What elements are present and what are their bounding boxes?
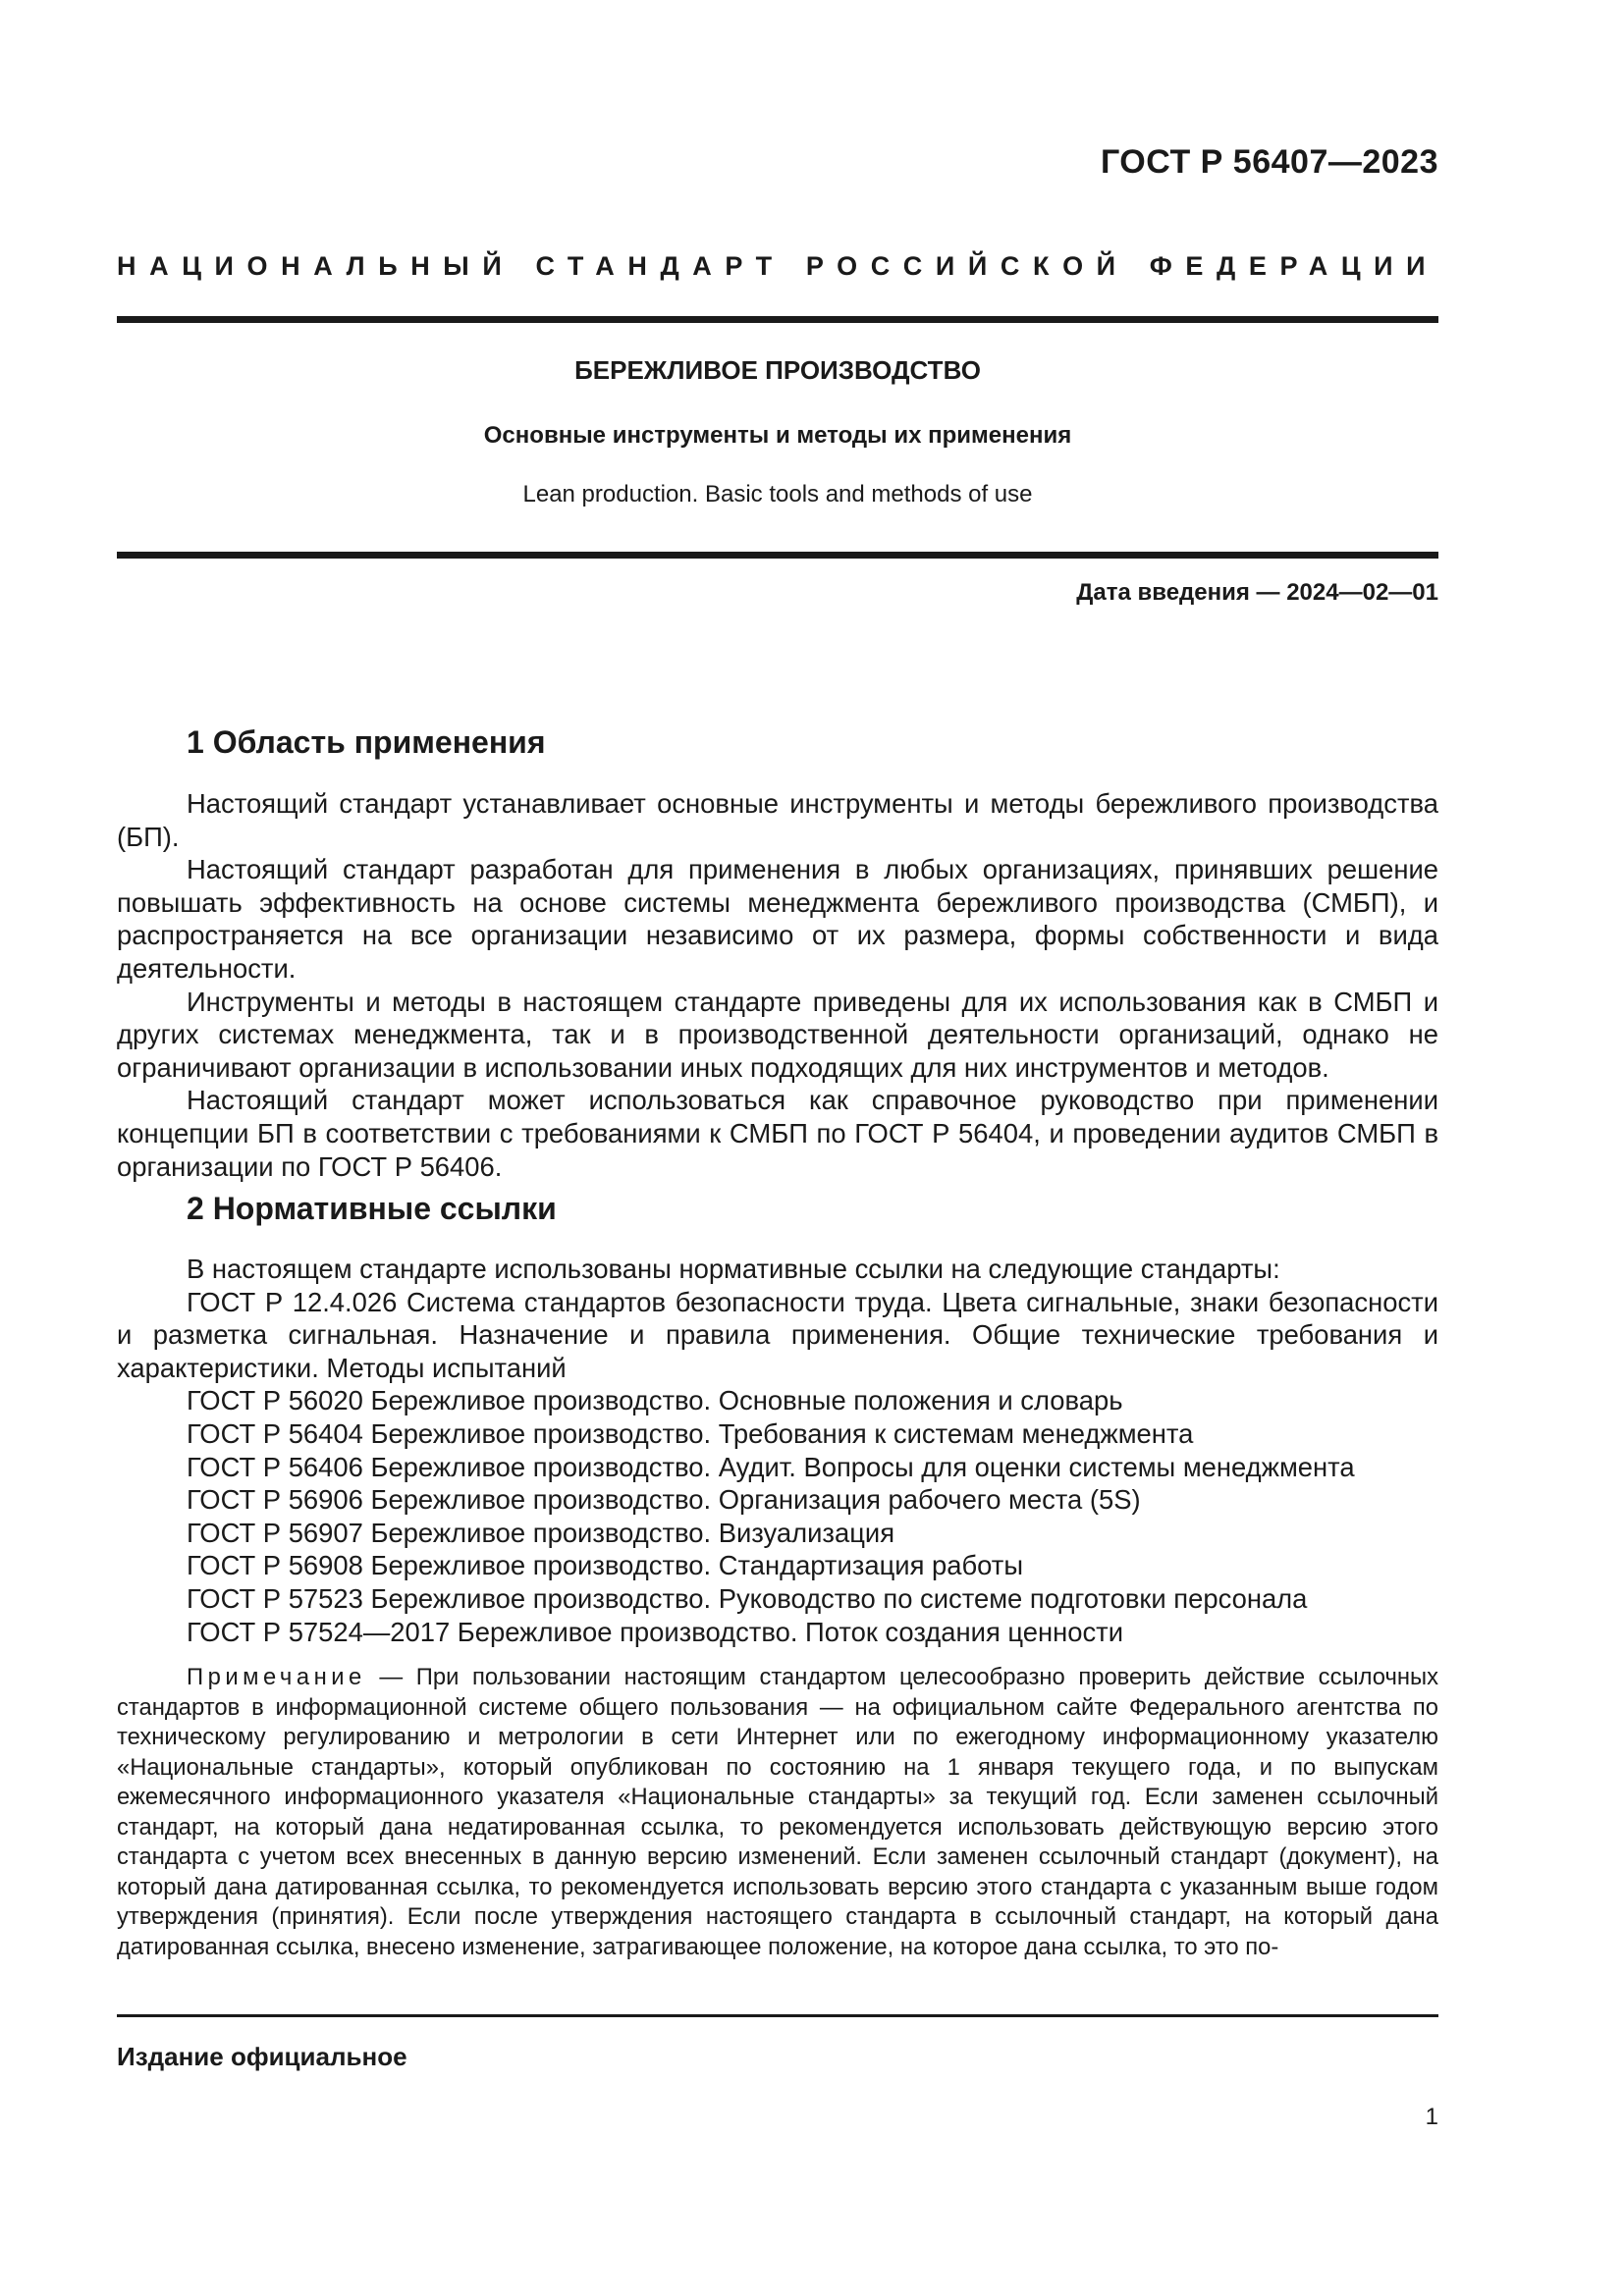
document-title: БЕРЕЖЛИВОЕ ПРОИЗВОДСТВО [574,355,981,385]
note-text: — При пользовании настоящим стандартом целесообразно проверить действие ссылочных стандартов в информационной системе общего пользования — на официальном сайте Федерального агентства по техническому регулированию и метрологии в сети Интернет или по ежегодному информационному указателю «Национальные стандарты», который опубликован по состоянию на 1 января текущего года, и по выпускам ежемесячного информационного указателя «Национальные стандарты» за текущий год. Если заменен ссылочный стандарт, на который дана недатированная ссылка, то рекомендуется использовать действующую версию этого стандарта с учетом всех внесенных в данную версию изменений. Если заменен ссылочный стандарт (документ), на который дана датированная ссылка, то рекомендуется использовать версию этого стандарта с указанным выше годом утверждения (принятия). Если после утверждения настоящего стандарта в ссылочный стандарт, на который дана датированная ссылка, внесено изменение, затрагивающее положение, на которое дана ссылка, то это по- [117,1664,1438,1960]
paragraph: Настоящий стандарт разработан для применения в любых организациях, принявших решение повышать эффективность на основе системы менеджмента бережливого производства (СМБП), и распространяется на все организации независимо от их размера, формы собственности и вида деятельности. [117,854,1438,984]
paragraph: Настоящий стандарт может использоваться как справочное руководство при применении концепции БП в соответствии с требованиями к СМБП по ГОСТ Р 56404, и проведении аудитов СМБП в организации по ГОСТ Р 56406. [117,1085,1438,1182]
section-2-body [117,1253,1438,1648]
reference-item: ГОСТ Р 56907 Бережливое производство. Визуализация [187,1517,895,1548]
reference-item: ГОСТ Р 56406 Бережливое производство. Аудит. Вопросы для оценки системы менеджмента [187,1451,1355,1482]
section-2-heading: 2 Нормативные ссылки [187,1191,557,1226]
note-label: Примечание [187,1664,366,1690]
paragraph: Настоящий стандарт устанавливает основные инструменты и методы бережливого производства (БП). [117,788,1438,852]
document-subtitle: Основные инструменты и методы их применения [483,422,1072,449]
reference-item: ГОСТ Р 57523 Бережливое производство. Руководство по системе подготовки персонала [187,1582,1308,1614]
reference-item: ГОСТ Р 57524—2017 Бережливое производство. Поток создания ценности [187,1616,1124,1647]
section-1-heading: 1 Область применения [187,724,546,760]
document-page [117,0,1438,2296]
top-rule [117,316,1438,323]
reference-item: ГОСТ Р 56906 Бережливое производство. Организация рабочего места (5S) [187,1484,1141,1516]
page-number: 1 [1425,2104,1438,2130]
reference-item: ГОСТ Р 56908 Бережливое производство. Стандартизация работы [187,1550,1024,1581]
title-rule [117,552,1438,559]
note-block [117,1663,1438,1962]
footer-rule [117,2014,1438,2017]
section-1-body [117,787,1438,1183]
paragraph: В настоящем стандарте использованы нормативные ссылки на следующие стандарты: [187,1254,1280,1284]
reference-item: ГОСТ Р 56404 Бережливое производство. Требования к системам менеджмента [187,1417,1194,1449]
introduction-date: Дата введения — 2024—02—01 [1076,579,1438,606]
paragraph: Инструменты и методы в настоящем стандарте приведены для их использования как в СМБП и других системах менеджмента, так и в производственной деятельности организаций, однако не ограничивают организации в использовании иных подходящих для них инструментов и методов. [117,986,1438,1083]
document-number: ГОСТ Р 56407—2023 [1100,143,1438,181]
note-paragraph [117,1663,1438,1962]
reference-item: ГОСТ Р 12.4.026 Система стандартов безопасности труда. Цвета сигнальные, знаки безопасности и разметка сигнальная. Назначение и правила применения. Общие технические требования и характеристики. Методы испытаний [117,1286,1438,1383]
reference-item: ГОСТ Р 56020 Бережливое производство. Основные положения и словарь [187,1385,1123,1416]
document-title-english: Lean production. Basic tools and methods of use [522,481,1033,507]
national-standard-title: НАЦИОНАЛЬНЫЙ СТАНДАРТ РОССИЙСКОЙ ФЕДЕРАЦИИ [117,251,1439,281]
official-edition-label: Издание официальное [117,2042,407,2071]
